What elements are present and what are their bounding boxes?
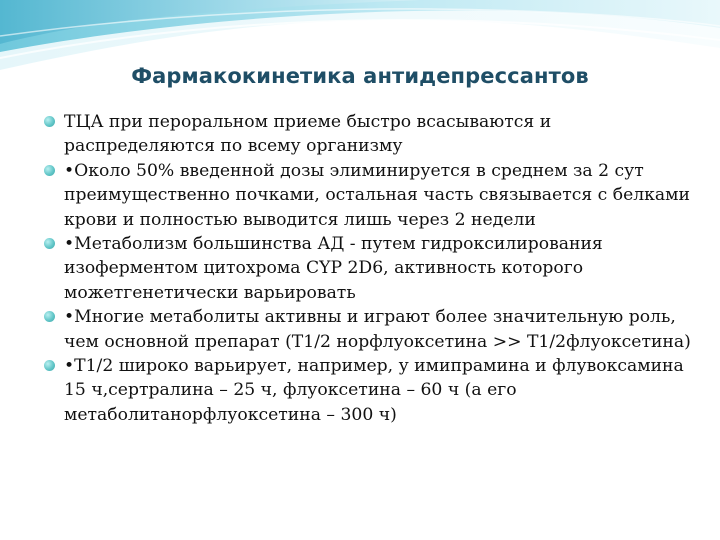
bullet-dot-icon: [44, 238, 55, 249]
bullet-dot-icon: [44, 311, 55, 322]
bullet-dot-icon: [44, 116, 55, 127]
bullet-text: •Метаболизм большинства АД - путем гидроксилирования изоферментом цитохрома CYP 2D6, активность которого можетгенетически варьировать: [64, 234, 603, 303]
bullet-text: •Многие метаболиты активны и играют более значительную роль, чем основной препарат (Т1/2 норфлуоксетина >> Т1/2флуоксетина): [64, 307, 691, 352]
bullet-dot-icon: [44, 165, 55, 176]
bullet-text: •Около 50% введенной дозы элиминируется в среднем за 2 сут преимущественно почками, остальная часть связывается с белками крови и полностью выводится лишь через 2 недели: [64, 160, 690, 230]
bullet-text: •Т1/2 широко варьирует, например, у имипрамина и флувоксамина 15 ч,сертралина – 25 ч, флуоксетина – 60 ч (а его метаболитанорфлуоксетина – 300 ч): [64, 356, 684, 425]
bullet-list: [44, 110, 696, 427]
slide-title: Фармакокинетика антидепрессантов: [131, 64, 589, 88]
bullet-item: [44, 305, 696, 354]
bullet-item: [44, 354, 696, 427]
bullet-item: [44, 159, 696, 232]
bullet-dot-icon: [44, 360, 55, 371]
bullet-item: [44, 232, 696, 305]
bullet-item: [44, 110, 696, 159]
bullet-text: ТЦА при пероральном приеме быстро всасываются и распределяются по всему организму: [64, 112, 552, 157]
